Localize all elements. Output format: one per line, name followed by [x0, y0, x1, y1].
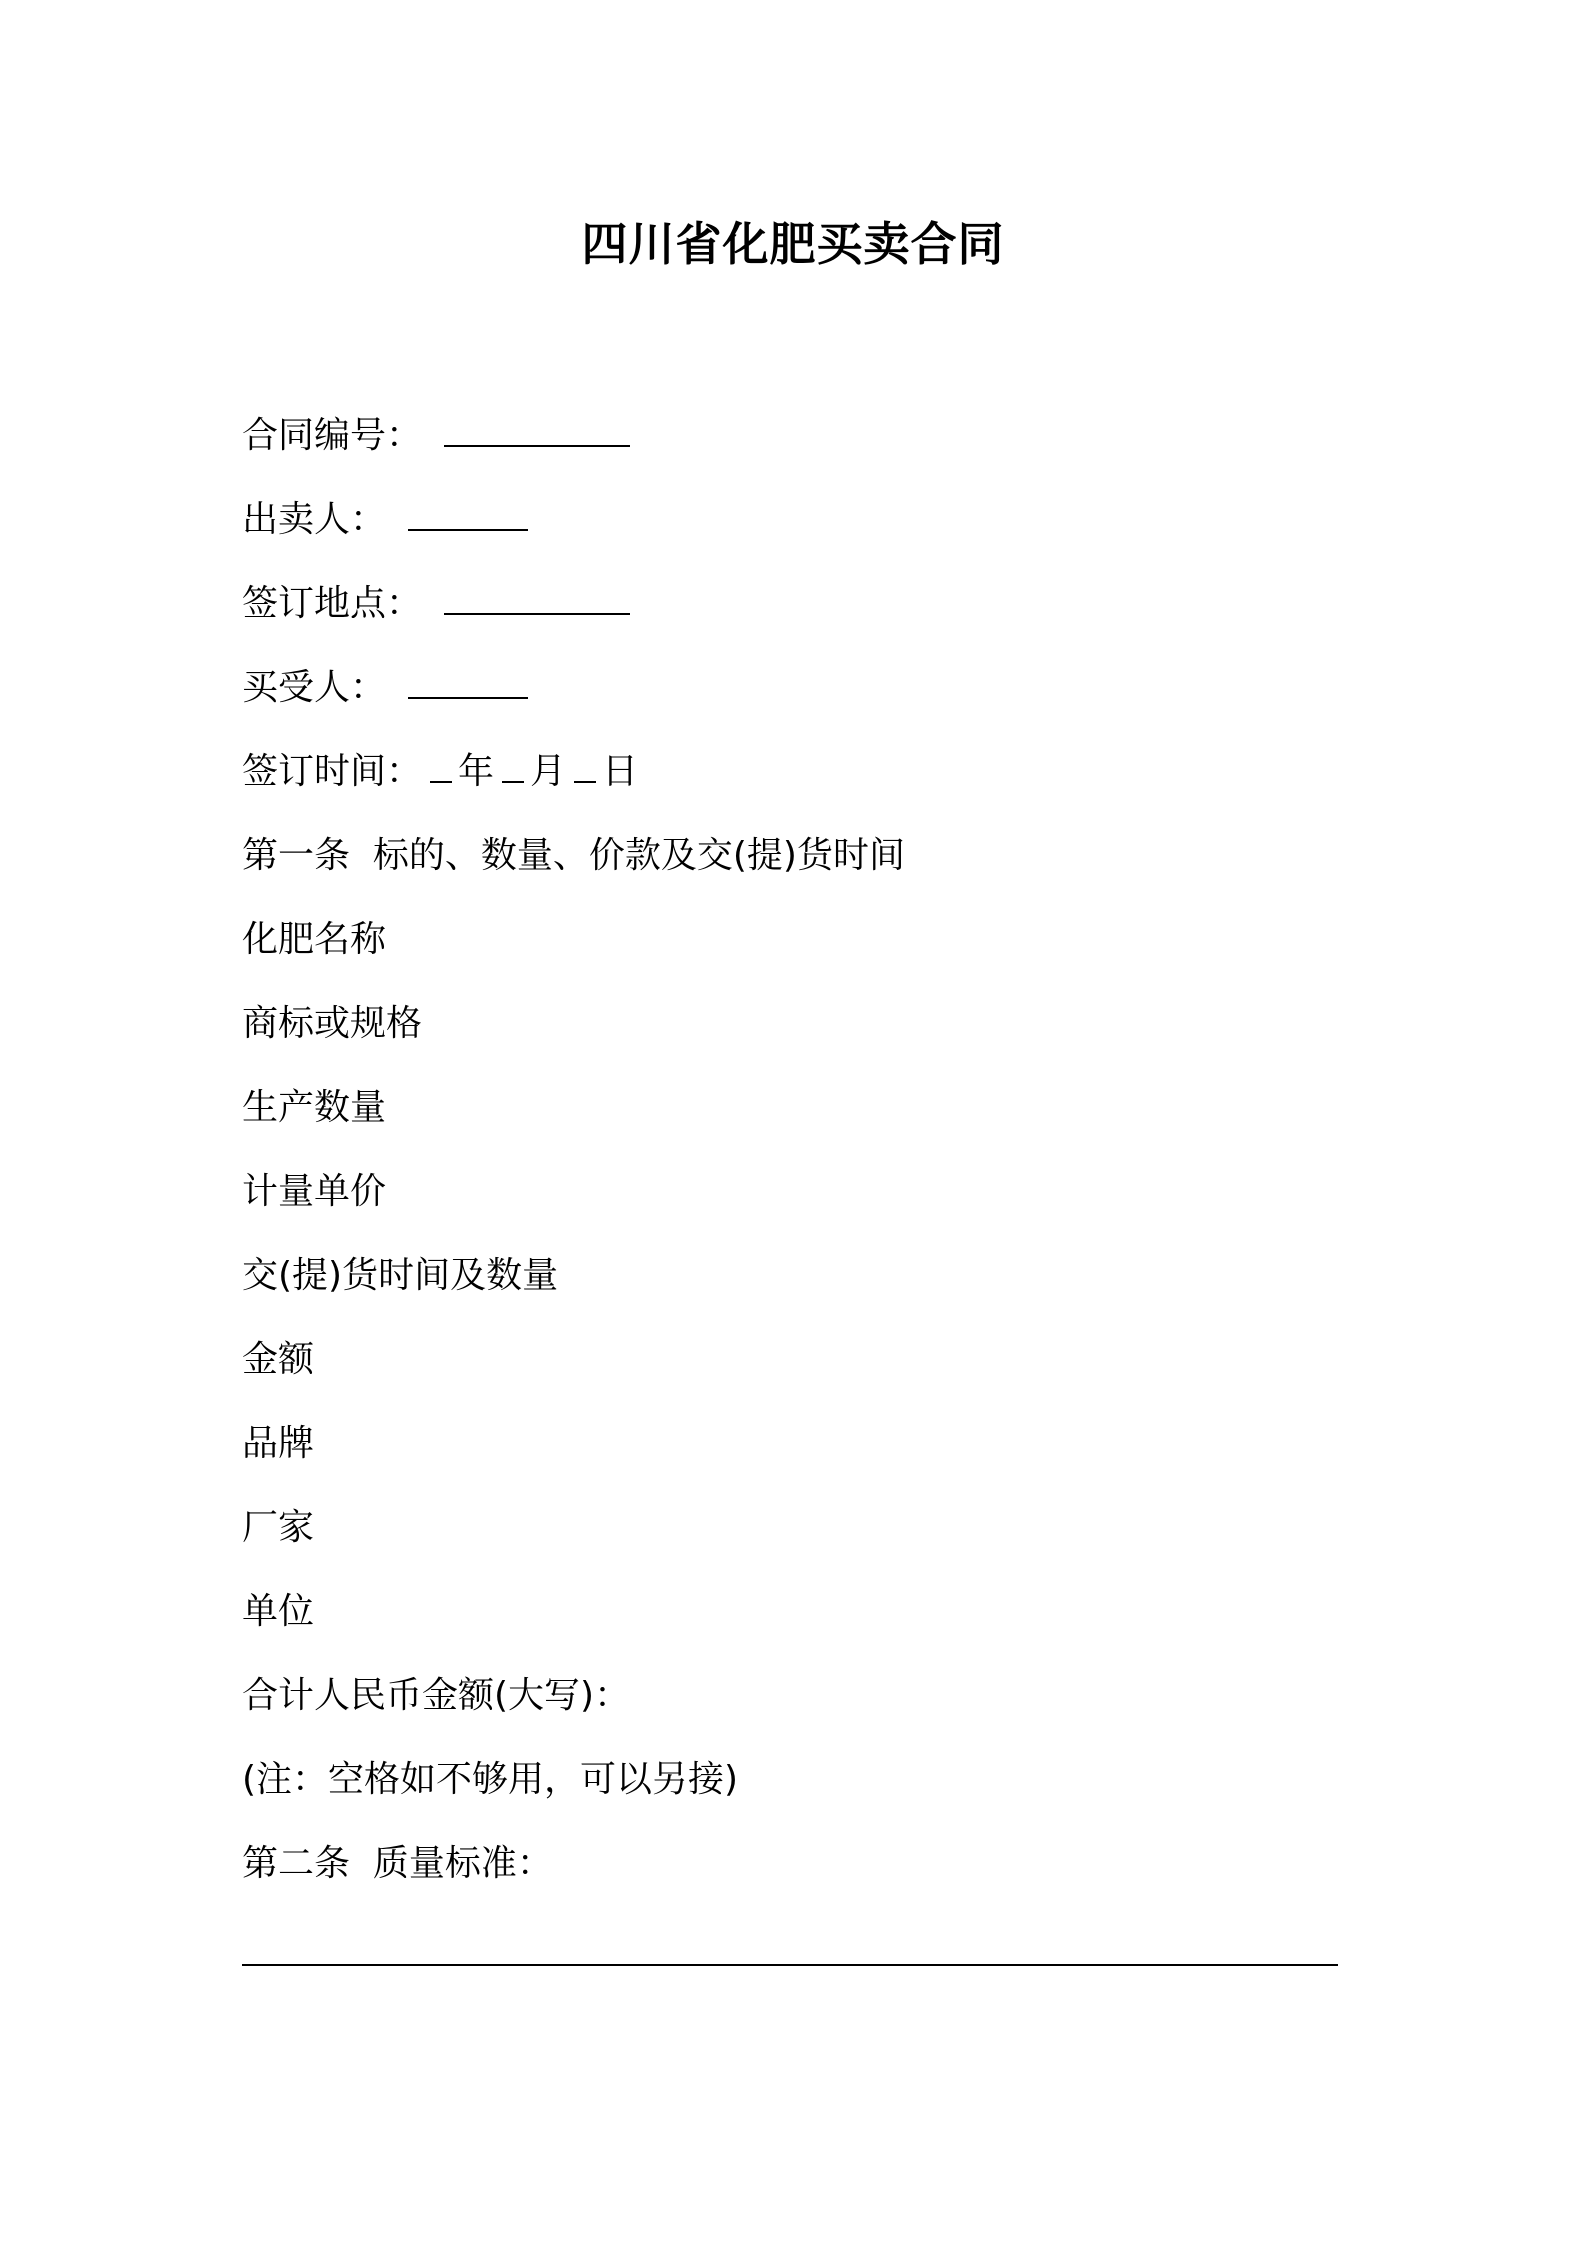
- article-1-heading: [242, 826, 1402, 910]
- item-unit: 单位: [242, 1591, 315, 1632]
- seller-line: [242, 490, 1402, 574]
- total-amount-line: [242, 1666, 1402, 1750]
- quality-standard-blank-line: [242, 1964, 1338, 1966]
- month-label: 月: [530, 751, 567, 792]
- item-fertilizer-name: 化肥名称: [242, 919, 387, 960]
- item-brand: 品牌: [242, 1423, 315, 1464]
- item-unit-price: 计量单价: [242, 1171, 387, 1212]
- note-text: (注：空格如不够用，可以另接): [242, 1759, 739, 1800]
- year-blank: [430, 747, 452, 783]
- sign-place-label: 签订地点：: [242, 583, 423, 624]
- article-1-heading-text: 第一条 标的、数量、价款及交(提)货时间: [242, 835, 905, 876]
- day-blank: [574, 747, 596, 783]
- list-item: [242, 1414, 1402, 1498]
- list-item: [242, 910, 1402, 994]
- contract-number-label: 合同编号：: [242, 415, 423, 456]
- contract-number-blank: [444, 411, 630, 447]
- day-label: 日: [602, 751, 639, 792]
- seller-blank: [408, 495, 528, 531]
- list-item: [242, 1330, 1402, 1414]
- sign-time-line: [242, 742, 1402, 826]
- list-item: [242, 1246, 1402, 1330]
- item-amount: 金额: [242, 1339, 315, 1380]
- seller-label: 出卖人：: [242, 499, 387, 540]
- document-body: [242, 406, 1402, 1918]
- buyer-blank: [408, 663, 528, 699]
- buyer-label: 买受人：: [242, 667, 387, 708]
- item-manufacturer: 厂家: [242, 1507, 315, 1548]
- contract-number-line: [242, 406, 1402, 490]
- list-item: [242, 1162, 1402, 1246]
- list-item: [242, 994, 1402, 1078]
- article-2-heading: [242, 1834, 1402, 1918]
- month-blank: [502, 747, 524, 783]
- sign-place-line: [242, 574, 1402, 658]
- note-line: [242, 1750, 1402, 1834]
- buyer-line: [242, 658, 1402, 742]
- item-delivery-time-quantity: 交(提)货时间及数量: [242, 1255, 559, 1296]
- article-2-heading-text: 第二条 质量标准：: [242, 1843, 553, 1884]
- document-title: 四川省化肥买卖合同: [581, 217, 1005, 271]
- item-production-quantity: 生产数量: [242, 1087, 387, 1128]
- year-label: 年: [458, 751, 495, 792]
- list-item: [242, 1582, 1402, 1666]
- sign-time-label: 签订时间：: [242, 751, 423, 792]
- list-item: [242, 1498, 1402, 1582]
- item-trademark-spec: 商标或规格: [242, 1003, 423, 1044]
- list-item: [242, 1078, 1402, 1162]
- total-amount-label: 合计人民币金额(大写)：: [242, 1675, 631, 1716]
- sign-place-blank: [444, 579, 630, 615]
